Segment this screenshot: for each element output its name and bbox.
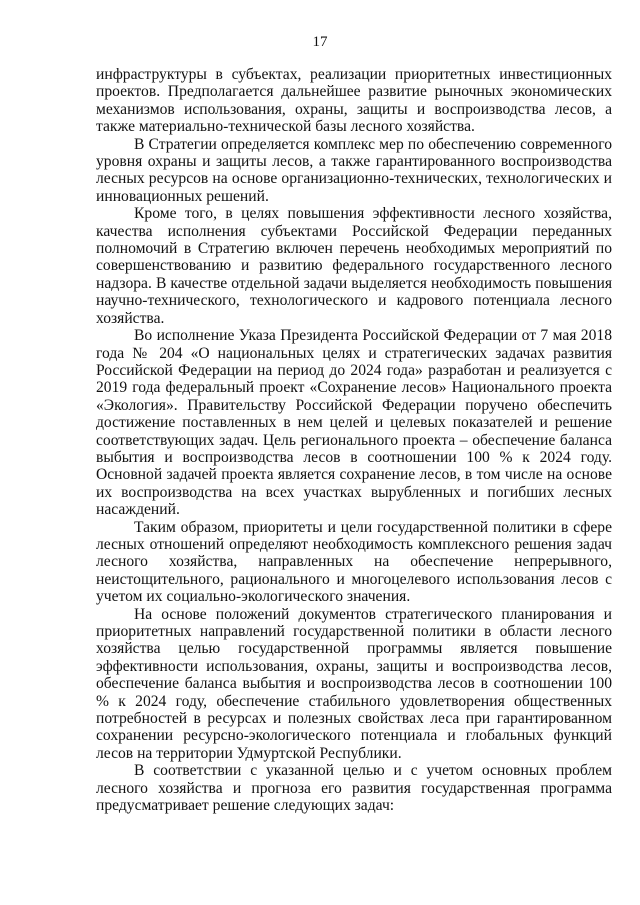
page-number: 17 bbox=[312, 34, 328, 50]
paragraph-continuation: инфраструктуры в субъектах, реализации приоритетных инвестиционных проектов. Предполагается дальнейшее развитие рыночных экономических механизмов использования, охраны, защиты и воспроизводства лесов, а также материально-технической базы лесного хозяйства. bbox=[96, 66, 612, 136]
paragraph-strategy-measures: В Стратегии определяется комплекс мер по обеспечению современного уровня охраны и защиты лесов, а также гарантированного воспроизводства лесных ресурсов на основе организационно-технических, технологических и инновационных решений. bbox=[96, 135, 612, 205]
paragraph-presidential-decree: Во исполнение Указа Президента Российской Федерации от 7 мая 2018 года № 204 «О национальных целях и стратегических задачах развития Российской Федерации на период до 2024 года» разработан и реализуется с 2019 года федеральный проект «Сохранение лесов» Национального проекта «Экология». Правительству Российской Федерации поручено обеспечить достижение поставленных в нем целей и целевых показателей и решение соответствующих задач. Цель регионального проекта – обеспечение баланса выбытия и воспроизводства лесов в соотношении 100 % к 2024 году. Основной задачей проекта является сохранение лесов, в том числе на основе их воспроизводства на всех участках вырубленных и погибших лесных насаждений. bbox=[96, 327, 612, 519]
paragraph-forest-supervision: Кроме того, в целях повышения эффективности лесного хозяйства, качества исполнения субъектами Российской Федерации переданных полномочий в Стратегию включен перечень необходимых мероприятий по совершенствованию и развитию федерального государственного лесного надзора. В качестве отдельной задачи выделяется необходимость повышения научно-технического, технологического и кадрового потенциала лесного хозяйства. bbox=[96, 205, 612, 327]
paragraph-policy-priorities: Таким образом, приоритеты и цели государственной политики в сфере лесных отношений определяют необходимость комплексного решения задач лесного хозяйства, направленных на обеспечение непрерывного, неистощительного, рационального и многоцелевого использования лесов с учетом их социально-экологического значения. bbox=[96, 518, 612, 606]
paragraph-program-goal: На основе положений документов стратегического планирования и приоритетных направлений государственной политики в области лесного хозяйства целью государственной программы является повышение эффективности использования, охраны, защиты и воспроизводства лесов, обеспечение баланса выбытия и воспроизводства лесов в соотношении 100 % к 2024 году, обеспечение стабильного удовлетворения общественных потребностей в ресурсах и полезных свойствах леса при гарантированном сохранении ресурсно-экологического потенциала и глобальных функций лесов на территории Удмуртской Республики. bbox=[96, 605, 612, 762]
paragraph-program-tasks-intro: В соответствии с указанной целью и с учетом основных проблем лесного хозяйства и прогноза его развития государственная программа предусматривает решение следующих задач: bbox=[96, 762, 612, 815]
document-body bbox=[96, 66, 612, 814]
